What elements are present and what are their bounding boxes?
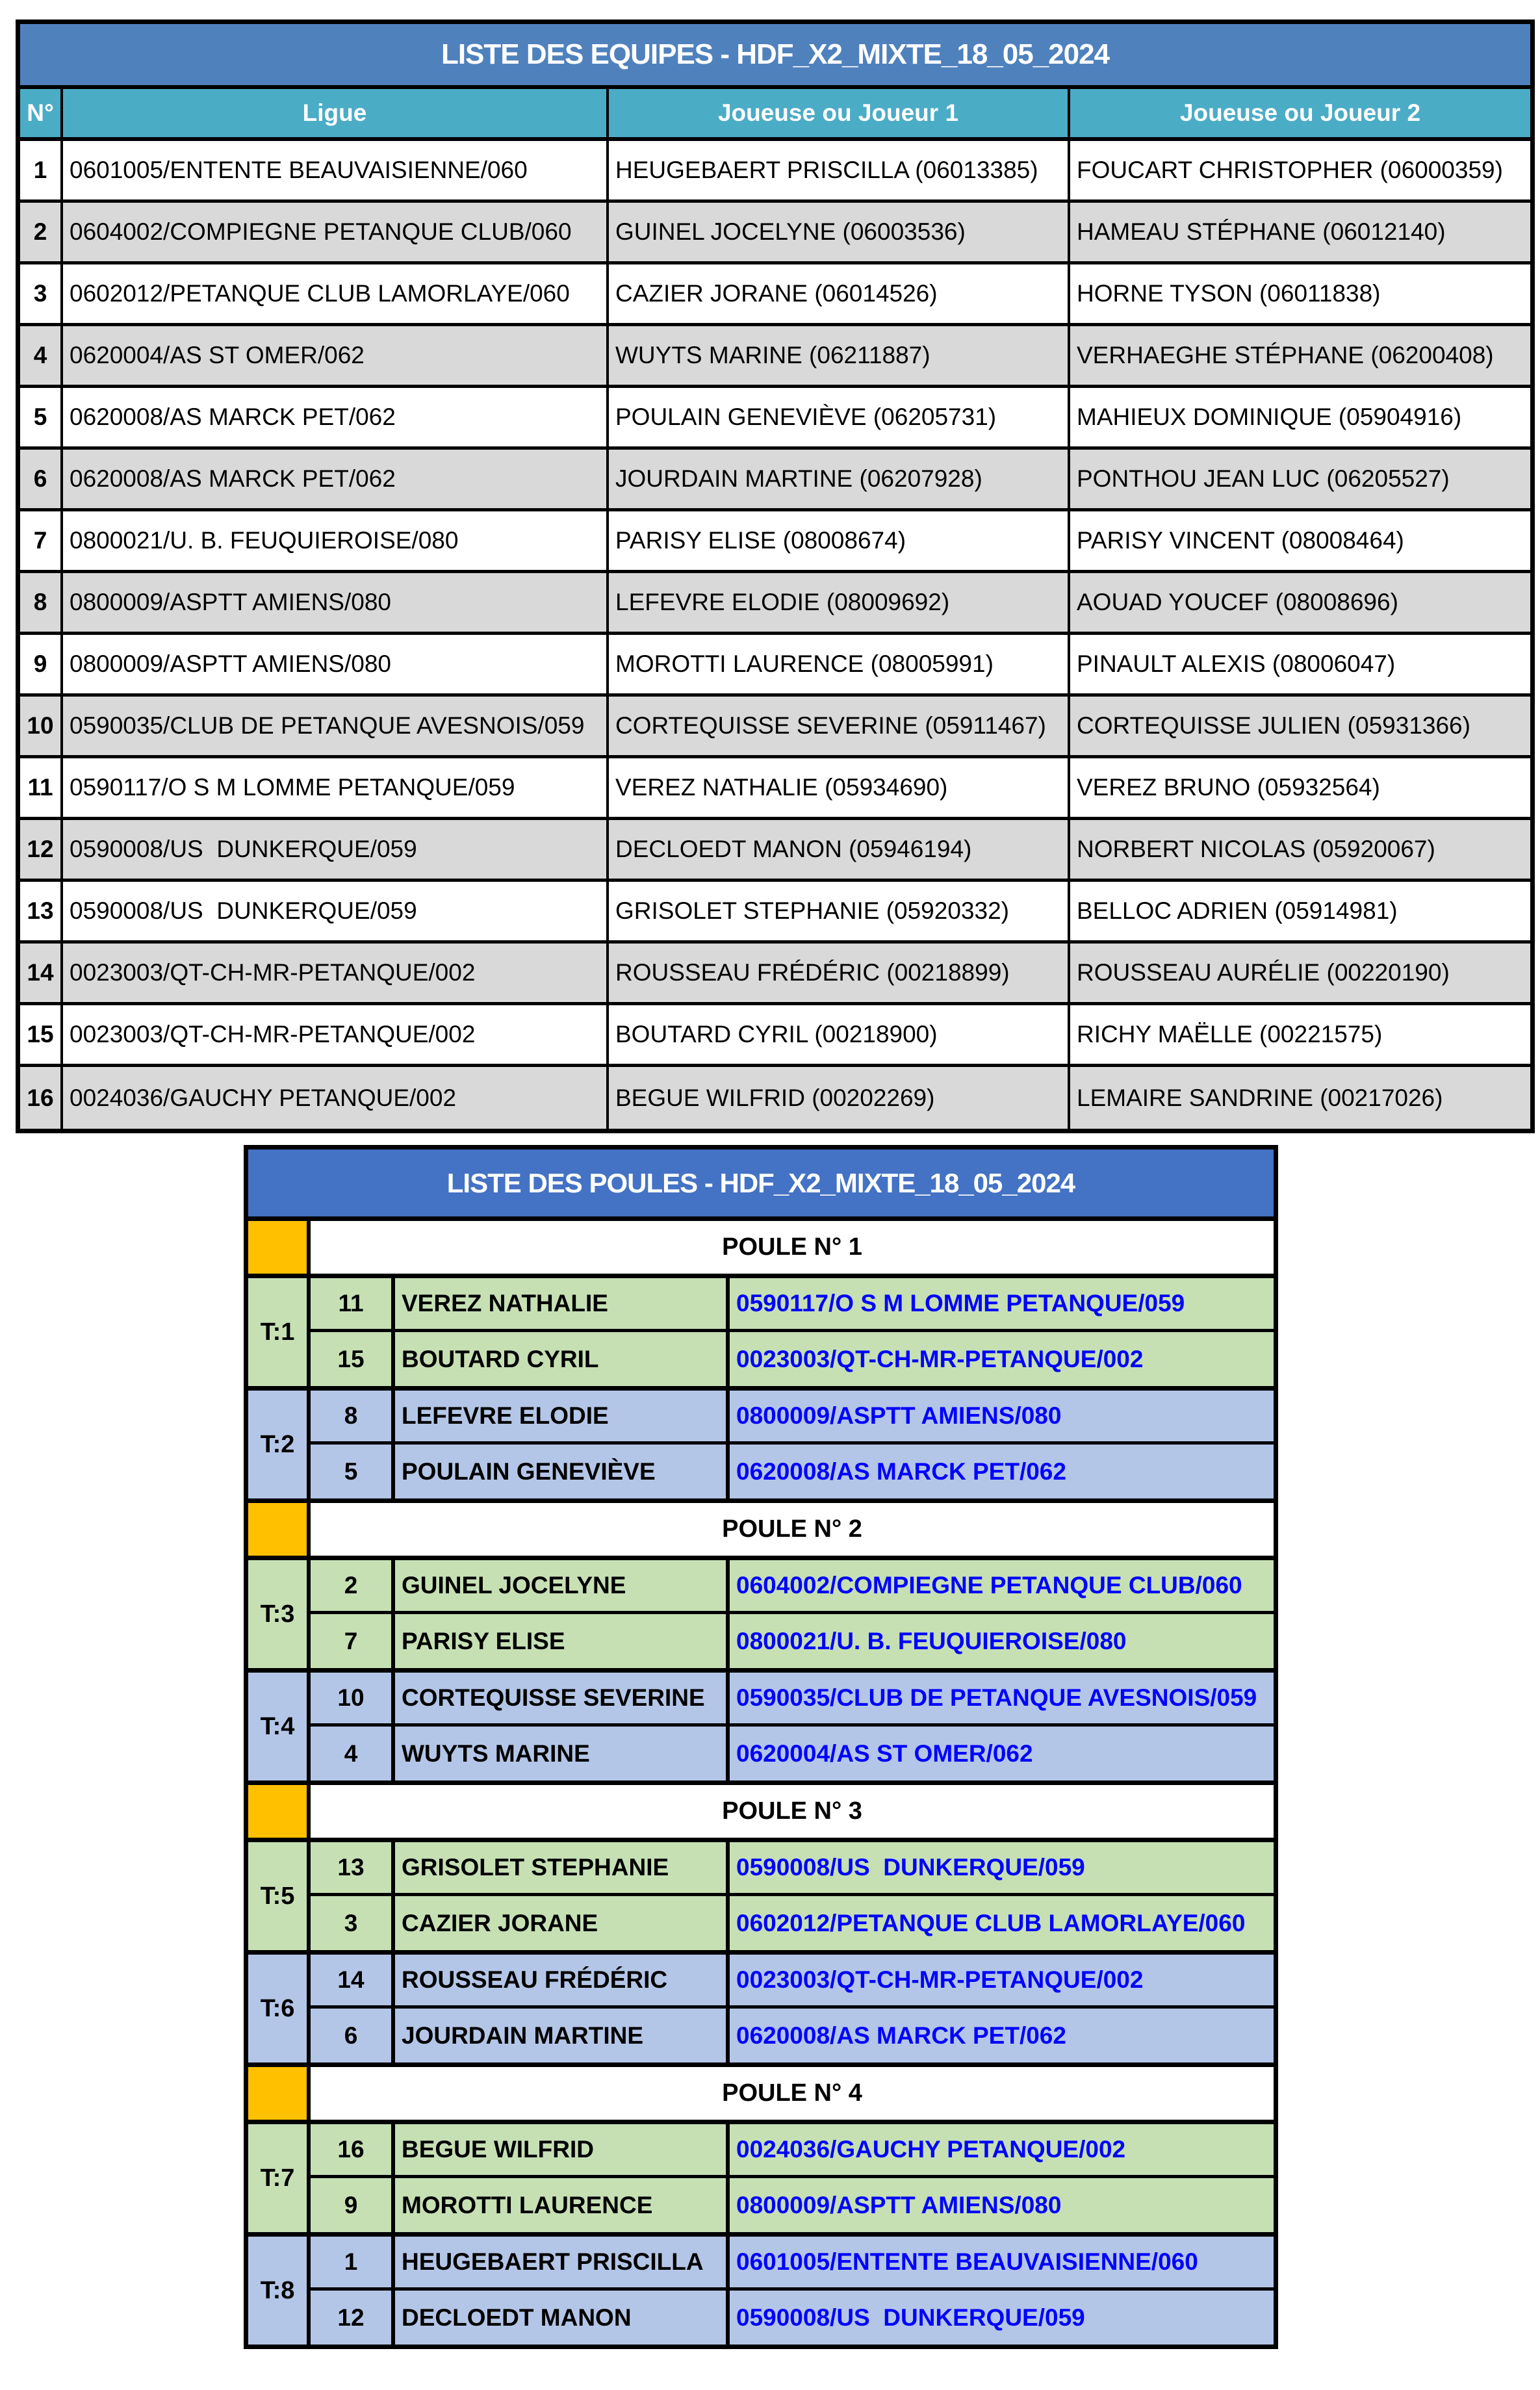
team-id-cell: T:8 bbox=[248, 2237, 311, 2345]
poule-section-header bbox=[248, 1503, 1274, 1560]
row-number-cell: 14 bbox=[20, 944, 63, 1002]
table-row bbox=[20, 1005, 1530, 1067]
poule-label: POULE N° 3 bbox=[722, 1797, 862, 1825]
team-id-cell: T:3 bbox=[248, 1560, 311, 1668]
player-name-cell: BEGUE WILFRID bbox=[395, 2124, 730, 2175]
player-number-cell: 4 bbox=[311, 1727, 395, 1780]
table-row bbox=[20, 203, 1530, 264]
row-number-cell: 3 bbox=[20, 264, 63, 323]
joueur2-cell: HAMEAU STÉPHANE (06012140) bbox=[1077, 218, 1446, 245]
equipes-header-row bbox=[20, 89, 1530, 141]
joueur2-cell: AOUAD YOUCEF (08008696) bbox=[1077, 589, 1398, 615]
joueur2-cell: PARISY VINCENT (08008464) bbox=[1077, 527, 1404, 554]
equipes-table-body bbox=[20, 141, 1530, 1129]
ligue-cell: 0590008/US DUNKERQUE/059 bbox=[63, 820, 609, 879]
poule-section-header bbox=[248, 1785, 1274, 1842]
player-number-cell: 7 bbox=[311, 1614, 395, 1668]
row-number-cell: 10 bbox=[20, 697, 63, 755]
team-id-cell: T:4 bbox=[248, 1673, 311, 1780]
table-row bbox=[20, 326, 1530, 388]
joueur1-cell: GRISOLET STEPHANIE (05920332) bbox=[609, 882, 1070, 940]
table-row bbox=[20, 264, 1530, 326]
table-row bbox=[20, 511, 1530, 573]
team-block bbox=[248, 1391, 1274, 1503]
ligue-cell: 0590008/US DUNKERQUE/059 bbox=[63, 882, 609, 940]
joueur2-cell: RICHY MAËLLE (00221575) bbox=[1077, 1021, 1383, 1047]
team-block bbox=[248, 1842, 1274, 1955]
player-number-cell: 11 bbox=[311, 1278, 395, 1329]
header-cell-numero: N° bbox=[20, 89, 63, 137]
joueur1-cell: PARISY ELISE (08008674) bbox=[609, 511, 1070, 570]
team-block bbox=[248, 1673, 1274, 1785]
poule-section-header bbox=[248, 2067, 1274, 2124]
player-name-cell: GRISOLET STEPHANIE bbox=[395, 1842, 730, 1893]
ligue-cell: 0601005/ENTENTE BEAUVAISIENNE/060 bbox=[63, 141, 609, 199]
ligue-cell: 0604002/COMPIEGNE PETANQUE CLUB/060 bbox=[63, 203, 609, 261]
row-number-cell: 5 bbox=[20, 388, 63, 446]
row-number-cell: 13 bbox=[20, 882, 63, 940]
player-row bbox=[311, 1896, 1274, 1950]
joueur2-cell: PONTHOU JEAN LUC (06205527) bbox=[1077, 465, 1450, 492]
joueur2-cell: HORNE TYSON (06011838) bbox=[1077, 280, 1381, 307]
player-name-cell: ROUSSEAU FRÉDÉRIC bbox=[395, 1955, 730, 2005]
table-row bbox=[20, 573, 1530, 635]
player-club-cell: 0601005/ENTENTE BEAUVAISIENNE/060 bbox=[736, 2248, 1198, 2275]
player-row bbox=[311, 2124, 1274, 2178]
table-row bbox=[20, 141, 1530, 203]
player-row bbox=[311, 2178, 1274, 2232]
joueur1-cell: MOROTTI LAURENCE (08005991) bbox=[609, 635, 1070, 693]
team-players bbox=[311, 1842, 1274, 1950]
player-number-cell: 16 bbox=[311, 2124, 395, 2175]
player-name-cell: POULAIN GENEVIÈVE bbox=[395, 1445, 730, 1498]
table-row bbox=[20, 944, 1530, 1005]
player-row bbox=[311, 1278, 1274, 1332]
player-number-cell: 15 bbox=[311, 1332, 395, 1386]
equipes-table bbox=[16, 19, 1535, 1133]
player-club-cell: 0023003/QT-CH-MR-PETANQUE/002 bbox=[736, 1966, 1144, 1993]
ligue-cell: 0800021/U. B. FEUQUIEROISE/080 bbox=[63, 511, 609, 570]
player-name-cell: HEUGEBAERT PRISCILLA bbox=[395, 2237, 730, 2287]
player-club-cell: 0620004/AS ST OMER/062 bbox=[736, 1740, 1033, 1767]
row-number-cell: 4 bbox=[20, 326, 63, 385]
ligue-cell: 0800009/ASPTT AMIENS/080 bbox=[63, 573, 609, 632]
row-number-cell: 12 bbox=[20, 820, 63, 879]
table-row bbox=[20, 450, 1530, 511]
joueur1-cell: VEREZ NATHALIE (05934690) bbox=[609, 758, 1070, 817]
team-id-cell: T:7 bbox=[248, 2124, 311, 2232]
ligue-cell: 0590117/O S M LOMME PETANQUE/059 bbox=[63, 758, 609, 817]
joueur2-cell: LEMAIRE SANDRINE (00217026) bbox=[1077, 1084, 1443, 1111]
team-block bbox=[248, 2124, 1274, 2237]
ligue-cell: 0620004/AS ST OMER/062 bbox=[63, 326, 609, 385]
team-block bbox=[248, 1955, 1274, 2067]
joueur1-cell: CORTEQUISSE SEVERINE (05911467) bbox=[609, 697, 1070, 755]
ligue-cell: 0590035/CLUB DE PETANQUE AVESNOIS/059 bbox=[63, 697, 609, 755]
player-number-cell: 5 bbox=[311, 1445, 395, 1498]
player-club-cell: 0590008/US DUNKERQUE/059 bbox=[736, 1854, 1085, 1881]
team-players bbox=[311, 1391, 1274, 1498]
player-club-cell: 0800009/ASPTT AMIENS/080 bbox=[736, 2191, 1062, 2218]
joueur2-cell: VERHAEGHE STÉPHANE (06200408) bbox=[1077, 342, 1494, 368]
team-id-cell: T:5 bbox=[248, 1842, 311, 1950]
player-club-cell: 0602012/PETANQUE CLUB LAMORLAYE/060 bbox=[736, 1909, 1246, 1936]
player-name-cell: LEFEVRE ELODIE bbox=[395, 1391, 730, 1441]
table-row bbox=[20, 697, 1530, 758]
ligue-cell: 0023003/QT-CH-MR-PETANQUE/002 bbox=[63, 1005, 609, 1064]
header-cell-joueur1: Joueuse ou Joueur 1 bbox=[609, 89, 1070, 137]
header-cell-ligue: Ligue bbox=[63, 89, 609, 137]
player-row bbox=[311, 1842, 1274, 1896]
player-name-cell: WUYTS MARINE bbox=[395, 1727, 730, 1780]
ligue-cell: 0602012/PETANQUE CLUB LAMORLAYE/060 bbox=[63, 264, 609, 323]
row-number-cell: 9 bbox=[20, 635, 63, 693]
team-players bbox=[311, 1673, 1274, 1780]
team-players bbox=[311, 2124, 1274, 2232]
player-name-cell: DECLOEDT MANON bbox=[395, 2291, 730, 2345]
joueur2-cell: CORTEQUISSE JULIEN (05931366) bbox=[1077, 712, 1470, 739]
player-number-cell: 8 bbox=[311, 1391, 395, 1441]
ligue-cell: 0620008/AS MARCK PET/062 bbox=[63, 450, 609, 508]
player-row bbox=[311, 2237, 1274, 2291]
poule-marker-icon bbox=[248, 1221, 311, 1274]
player-row bbox=[311, 1614, 1274, 1668]
player-number-cell: 14 bbox=[311, 1955, 395, 2005]
table-row bbox=[20, 388, 1530, 450]
poules-table bbox=[244, 1145, 1278, 2349]
player-club-cell: 0620008/AS MARCK PET/062 bbox=[736, 2022, 1066, 2049]
table-row bbox=[20, 820, 1530, 882]
table-row bbox=[20, 882, 1530, 944]
player-number-cell: 2 bbox=[311, 1560, 395, 1611]
player-club-cell: 0590008/US DUNKERQUE/059 bbox=[736, 2304, 1085, 2331]
poule-label: POULE N° 1 bbox=[722, 1233, 862, 1261]
team-players bbox=[311, 1955, 1274, 2062]
row-number-cell: 7 bbox=[20, 511, 63, 570]
row-number-cell: 16 bbox=[20, 1067, 63, 1129]
player-number-cell: 10 bbox=[311, 1673, 395, 1723]
joueur1-cell: POULAIN GENEVIÈVE (06205731) bbox=[609, 388, 1070, 446]
player-row bbox=[311, 1727, 1274, 1780]
player-number-cell: 6 bbox=[311, 2009, 395, 2062]
player-club-cell: 0590117/O S M LOMME PETANQUE/059 bbox=[736, 1290, 1185, 1317]
player-club-cell: 0024036/GAUCHY PETANQUE/002 bbox=[736, 2136, 1126, 2163]
player-name-cell: JOURDAIN MARTINE bbox=[395, 2009, 730, 2062]
player-row bbox=[311, 2009, 1274, 2062]
row-number-cell: 15 bbox=[20, 1005, 63, 1064]
joueur2-cell: NORBERT NICOLAS (05920067) bbox=[1077, 836, 1435, 862]
joueur2-cell: VEREZ BRUNO (05932564) bbox=[1077, 774, 1380, 801]
player-number-cell: 3 bbox=[311, 1896, 395, 1950]
poule-marker-icon bbox=[248, 1785, 311, 1838]
player-name-cell: MOROTTI LAURENCE bbox=[395, 2178, 730, 2232]
player-row bbox=[311, 1332, 1274, 1386]
joueur1-cell: LEFEVRE ELODIE (08009692) bbox=[609, 573, 1070, 632]
row-number-cell: 11 bbox=[20, 758, 63, 817]
ligue-cell: 0023003/QT-CH-MR-PETANQUE/002 bbox=[63, 944, 609, 1002]
table-row bbox=[20, 635, 1530, 697]
player-name-cell: GUINEL JOCELYNE bbox=[395, 1560, 730, 1611]
joueur1-cell: JOURDAIN MARTINE (06207928) bbox=[609, 450, 1070, 508]
joueur1-cell: ROUSSEAU FRÉDÉRIC (00218899) bbox=[609, 944, 1070, 1002]
team-id-cell: T:2 bbox=[248, 1391, 311, 1498]
player-club-cell: 0023003/QT-CH-MR-PETANQUE/002 bbox=[736, 1345, 1144, 1372]
team-id-cell: T:6 bbox=[248, 1955, 311, 2062]
player-club-cell: 0620008/AS MARCK PET/062 bbox=[736, 1458, 1066, 1485]
table-row bbox=[20, 1067, 1530, 1129]
joueur1-cell: CAZIER JORANE (06014526) bbox=[609, 264, 1070, 323]
equipes-title: LISTE DES EQUIPES - HDF_X2_MIXTE_18_05_2024 bbox=[20, 24, 1530, 89]
joueur2-cell: FOUCART CHRISTOPHER (06000359) bbox=[1077, 157, 1503, 183]
player-name-cell: CAZIER JORANE bbox=[395, 1896, 730, 1950]
team-block bbox=[248, 1560, 1274, 1673]
poule-marker-icon bbox=[248, 2067, 311, 2120]
joueur2-cell: MAHIEUX DOMINIQUE (05904916) bbox=[1077, 404, 1462, 430]
ligue-cell: 0800009/ASPTT AMIENS/080 bbox=[63, 635, 609, 693]
ligue-cell: 0620008/AS MARCK PET/062 bbox=[63, 388, 609, 446]
joueur2-cell: ROUSSEAU AURÉLIE (00220190) bbox=[1077, 959, 1450, 986]
player-row bbox=[311, 1560, 1274, 1614]
player-club-cell: 0590035/CLUB DE PETANQUE AVESNOIS/059 bbox=[736, 1684, 1257, 1711]
player-row bbox=[311, 2291, 1274, 2345]
player-club-cell: 0800021/U. B. FEUQUIEROISE/080 bbox=[736, 1627, 1127, 1654]
player-number-cell: 9 bbox=[311, 2178, 395, 2232]
row-number-cell: 8 bbox=[20, 573, 63, 632]
joueur1-cell: DECLOEDT MANON (05946194) bbox=[609, 820, 1070, 879]
player-number-cell: 12 bbox=[311, 2291, 395, 2345]
team-block bbox=[248, 2237, 1274, 2345]
player-name-cell: BOUTARD CYRIL bbox=[395, 1332, 730, 1386]
table-row bbox=[20, 758, 1530, 820]
joueur2-cell: PINAULT ALEXIS (08006047) bbox=[1077, 650, 1396, 677]
ligue-cell: 0024036/GAUCHY PETANQUE/002 bbox=[63, 1067, 609, 1129]
player-row bbox=[311, 1673, 1274, 1727]
poule-label: POULE N° 2 bbox=[722, 1515, 862, 1543]
player-row bbox=[311, 1445, 1274, 1498]
joueur1-cell: BEGUE WILFRID (00202269) bbox=[609, 1067, 1070, 1129]
joueur1-cell: BOUTARD CYRIL (00218900) bbox=[609, 1005, 1070, 1064]
player-club-cell: 0604002/COMPIEGNE PETANQUE CLUB/060 bbox=[736, 1572, 1242, 1599]
team-block bbox=[248, 1278, 1274, 1391]
player-number-cell: 1 bbox=[311, 2237, 395, 2287]
player-name-cell: VEREZ NATHALIE bbox=[395, 1278, 730, 1329]
poule-section-header bbox=[248, 1221, 1274, 1278]
poule-marker-icon bbox=[248, 1503, 311, 1556]
player-number-cell: 13 bbox=[311, 1842, 395, 1893]
team-players bbox=[311, 1560, 1274, 1668]
player-club-cell: 0800009/ASPTT AMIENS/080 bbox=[736, 1402, 1062, 1429]
row-number-cell: 2 bbox=[20, 203, 63, 261]
poule-label: POULE N° 4 bbox=[722, 2079, 862, 2107]
header-cell-joueur2: Joueuse ou Joueur 2 bbox=[1179, 99, 1421, 126]
team-players bbox=[311, 2237, 1274, 2345]
team-id-cell: T:1 bbox=[248, 1278, 311, 1386]
joueur2-cell: BELLOC ADRIEN (05914981) bbox=[1077, 897, 1398, 924]
joueur1-cell: HEUGEBAERT PRISCILLA (06013385) bbox=[609, 141, 1070, 199]
row-number-cell: 6 bbox=[20, 450, 63, 508]
player-name-cell: CORTEQUISSE SEVERINE bbox=[395, 1673, 730, 1723]
poules-table-body bbox=[248, 1221, 1274, 2345]
joueur1-cell: WUYTS MARINE (06211887) bbox=[609, 326, 1070, 385]
team-players bbox=[311, 1278, 1274, 1386]
joueur1-cell: GUINEL JOCELYNE (06003536) bbox=[609, 203, 1070, 261]
poules-title: LISTE DES POULES - HDF_X2_MIXTE_18_05_2024 bbox=[248, 1150, 1274, 1221]
player-row bbox=[311, 1955, 1274, 2009]
row-number-cell: 1 bbox=[20, 141, 63, 199]
player-row bbox=[311, 1391, 1274, 1445]
player-name-cell: PARISY ELISE bbox=[395, 1614, 730, 1668]
